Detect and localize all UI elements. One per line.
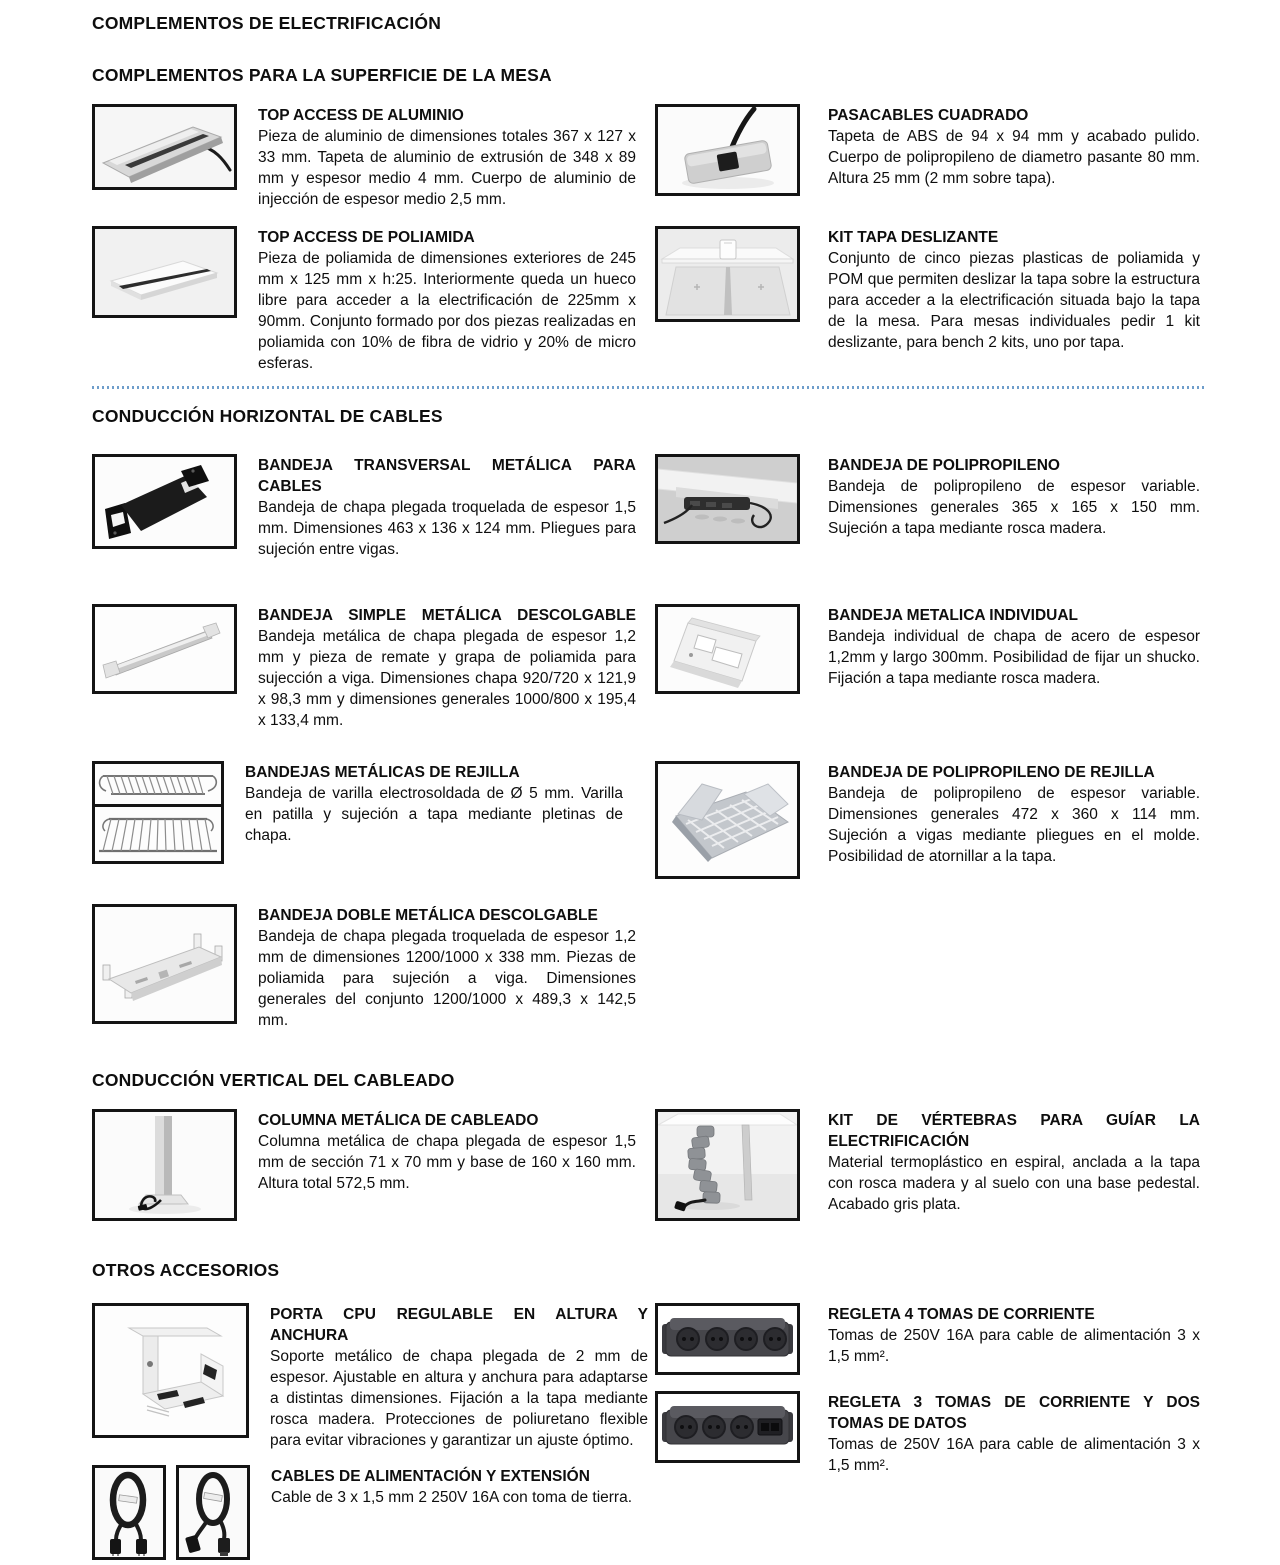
product-title: PORTA CPU REGULABLE EN ALTURA Y ANCHURA	[270, 1306, 648, 1344]
product-title: TOP ACCESS DE ALUMINIO	[258, 107, 464, 124]
section-otros-accesorios	[92, 1303, 1205, 1560]
cable-photo-1	[92, 1465, 166, 1560]
cable-photo-2	[176, 1465, 250, 1560]
section-superficie-mesa	[92, 104, 1205, 378]
product-desc: Pieza de poliamida de dimensiones exteriores de 245 mm x 125 mm x h:25. Interiormente queda un hueco libre para acceder a la electrificación de 225mm x 90mm. Conjunto formado por dos piezas realizadas en poliamida con 10% de fibra de vidrio y 20% de micro esferas.	[258, 250, 636, 372]
regleta-3-tomas-datos-photo	[655, 1391, 800, 1463]
cables-alimentacion-photo	[92, 1465, 250, 1560]
dotted-divider	[92, 386, 1205, 389]
kit-vertebras-photo	[655, 1109, 800, 1221]
product-porta-cpu	[92, 1303, 655, 1465]
product-title: BANDEJA DE POLIPROPILENO	[828, 457, 1060, 474]
product-title: CABLES DE ALIMENTACIÓN Y EXTENSIÓN	[271, 1468, 590, 1485]
product-desc: Columna metálica de chapa plegada de espesor 1,5 mm de sección 71 x 70 mm y base de 160 x 160 mm. Altura total 572,5 mm.	[258, 1133, 636, 1192]
product-title: BANDEJA TRANSVERSAL METÁLICA PARA CABLES	[258, 457, 636, 495]
section-heading-otros-accesorios: OTROS ACCESORIOS	[92, 1260, 280, 1280]
regleta-4-tomas-photo	[655, 1303, 800, 1375]
product-bandeja-doble-descolgable	[92, 904, 655, 1054]
product-title: BANDEJA DE POLIPROPILENO DE REJILLA	[828, 764, 1155, 781]
product-title: KIT DE VÉRTEBRAS PARA GUÍAR LA ELECTRIFICACIÓN	[828, 1112, 1200, 1150]
product-desc: Bandeja metálica de chapa plegada de espesor 1,2 mm y pieza de remate y grapa de poliamida para sujección a viga. Dimensiones chapa 920/720 x 121,9 x 98,3 mm y dimensiones generales 1000/800 x 195,4 x 133,4 mm.	[258, 628, 636, 729]
product-kit-tapa-deslizante	[655, 226, 1205, 378]
product-bandeja-simple-descolgable	[92, 604, 655, 761]
product-kit-vertebras	[655, 1109, 1205, 1259]
product-desc: Bandeja de polipropileno de espesor variable. Dimensiones generales 365 x 165 x 150 mm. Sujeción a tapa mediante rosca madera.	[828, 478, 1200, 537]
bandeja-metalica-individual-photo	[655, 604, 800, 694]
product-desc: Bandeja individual de chapa de acero de espesor 1,2mm y largo 300mm. Posibilidad de fijar un shucko. Fijación a tapa mediante rosca madera.	[828, 628, 1200, 687]
porta-cpu-photo	[92, 1303, 249, 1438]
product-top-access-poliamida	[92, 226, 655, 378]
product-columna-metalica	[92, 1109, 655, 1259]
product-top-access-aluminio	[92, 104, 655, 226]
product-desc: Bandeja de varilla electrosoldada de Ø 5 mm. Varilla en patilla y sujeción a tapa mediante pletinas de chapa.	[245, 785, 623, 844]
product-bandeja-polipropileno-rejilla	[655, 761, 1205, 904]
product-title: REGLETA 4 TOMAS DE CORRIENTE	[828, 1306, 1095, 1323]
kit-tapa-deslizante-photo	[655, 226, 800, 322]
product-desc: Soporte metálico de chapa plegada de 2 mm de espesor. Ajustable en altura y anchura para adaptarse a distintas dimensiones. Fijación a la tapa mediante rosca madera. Protecciones de poliuretano flexible para evitar vibraciones y garantizar un ajuste óptimo.	[270, 1348, 648, 1449]
product-title: PASACABLES CUADRADO	[828, 107, 1029, 124]
product-desc: Tomas de 250V 16A para cable de alimentación 3 x 1,5 mm².	[828, 1327, 1200, 1365]
product-bandeja-metalica-individual	[655, 604, 1205, 761]
product-desc: Bandeja de chapa plegada troquelada de espesor 1,2 mm de dimensiones 1200/1000 x 338 mm. Piezas de poliamida para sujeción a viga. Dimensiones generales del conjunto 1200/1000 x 489,3 x 142,5 mm.	[258, 928, 636, 1029]
section-conduccion-vertical	[92, 1109, 1205, 1259]
product-title: KIT TAPA DESLIZANTE	[828, 229, 999, 246]
bandeja-rejilla-photo-2	[92, 804, 224, 864]
section-heading-superficie-mesa: COMPLEMENTOS PARA LA SUPERFICIE DE LA MESA	[92, 65, 552, 85]
product-title: BANDEJAS METÁLICAS DE REJILLA	[245, 764, 520, 781]
section-conduccion-horizontal	[92, 454, 1205, 1054]
section-heading-conduccion-vertical: CONDUCCIÓN VERTICAL DEL CABLEADO	[92, 1070, 455, 1090]
columna-metalica-photo	[92, 1109, 237, 1221]
product-desc: Tapeta de ABS de 94 x 94 mm y acabado pulido. Cuerpo de polipropileno de diametro pasante 80 mm. Altura 25 mm (2 mm sobre tapa).	[828, 128, 1200, 187]
bandeja-polipropileno-rejilla-photo	[655, 761, 800, 879]
bandejas-rejilla-photo	[92, 761, 224, 864]
top-access-poliamida-photo	[92, 226, 237, 318]
product-desc: Bandeja de polipropileno de espesor variable. Dimensiones generales 472 x 360 x 114 mm. Sujeción a vigas mediante pliegues en el molde. Posibilidad de atornillar a la tapa.	[828, 785, 1200, 865]
bandeja-transversal-photo	[92, 454, 237, 549]
pasacables-cuadrado-photo	[655, 104, 800, 196]
product-title: BANDEJA METALICA INDIVIDUAL	[828, 607, 1079, 624]
product-bandeja-transversal	[92, 454, 655, 604]
product-bandeja-polipropileno	[655, 454, 1205, 604]
product-desc: Tomas de 250V 16A para cable de alimentación 3 x 1,5 mm².	[828, 1436, 1200, 1474]
product-title: COLUMNA METÁLICA DE CABLEADO	[258, 1112, 539, 1129]
product-cables-alimentacion	[92, 1465, 655, 1560]
product-regleta-3-tomas-datos	[655, 1391, 1205, 1476]
bandeja-doble-descolgable-photo	[92, 904, 237, 1024]
product-title: BANDEJA DOBLE METÁLICA DESCOLGABLE	[258, 907, 598, 924]
product-regleta-4-tomas	[655, 1303, 1205, 1391]
page-title: COMPLEMENTOS DE ELECTRIFICACIÓN	[92, 13, 442, 33]
product-title: TOP ACCESS DE POLIAMIDA	[258, 229, 475, 246]
product-title: BANDEJA SIMPLE METÁLICA DESCOLGABLE	[258, 607, 636, 624]
product-desc: Conjunto de cinco piezas plasticas de poliamida y POM que permiten deslizar la tapa sobre la estructura para acceder a la electrificación situada bajo la tapa de la mesa. Para mesas individuales pedir 1 kit deslizante, para bench 2 kits, uno por tapa.	[828, 250, 1200, 351]
top-access-aluminio-photo	[92, 104, 237, 190]
product-title: REGLETA 3 TOMAS DE CORRIENTE Y DOS TOMAS DE DATOS	[828, 1394, 1200, 1432]
bandeja-simple-descolgable-photo	[92, 604, 237, 694]
bandeja-rejilla-photo-1	[92, 761, 224, 807]
product-desc: Bandeja de chapa plegada troquelada de espesor 1,5 mm. Dimensiones 463 x 136 x 124 mm. Pliegues para sujeción entre vigas.	[258, 499, 636, 558]
product-desc: Cable de 3 x 1,5 mm 2 250V 16A con toma de tierra.	[271, 1489, 633, 1506]
section-heading-conduccion-horizontal: CONDUCCIÓN HORIZONTAL DE CABLES	[92, 406, 443, 426]
product-desc: Pieza de aluminio de dimensiones totales 367 x 127 x 33 mm. Tapeta de aluminio de extrusión de 348 x 89 mm y espesor medio 4 mm. Cuerpo de aluminio de injección de espesor medio 2,5 mm.	[258, 128, 636, 208]
product-bandejas-rejilla	[92, 761, 655, 904]
product-desc: Material termoplástico en espiral, anclada a la tapa con rosca madera y al suelo con una base pedestal. Acabado gris plata.	[828, 1154, 1200, 1213]
bandeja-polipropileno-photo	[655, 454, 800, 544]
product-pasacables-cuadrado	[655, 104, 1205, 226]
